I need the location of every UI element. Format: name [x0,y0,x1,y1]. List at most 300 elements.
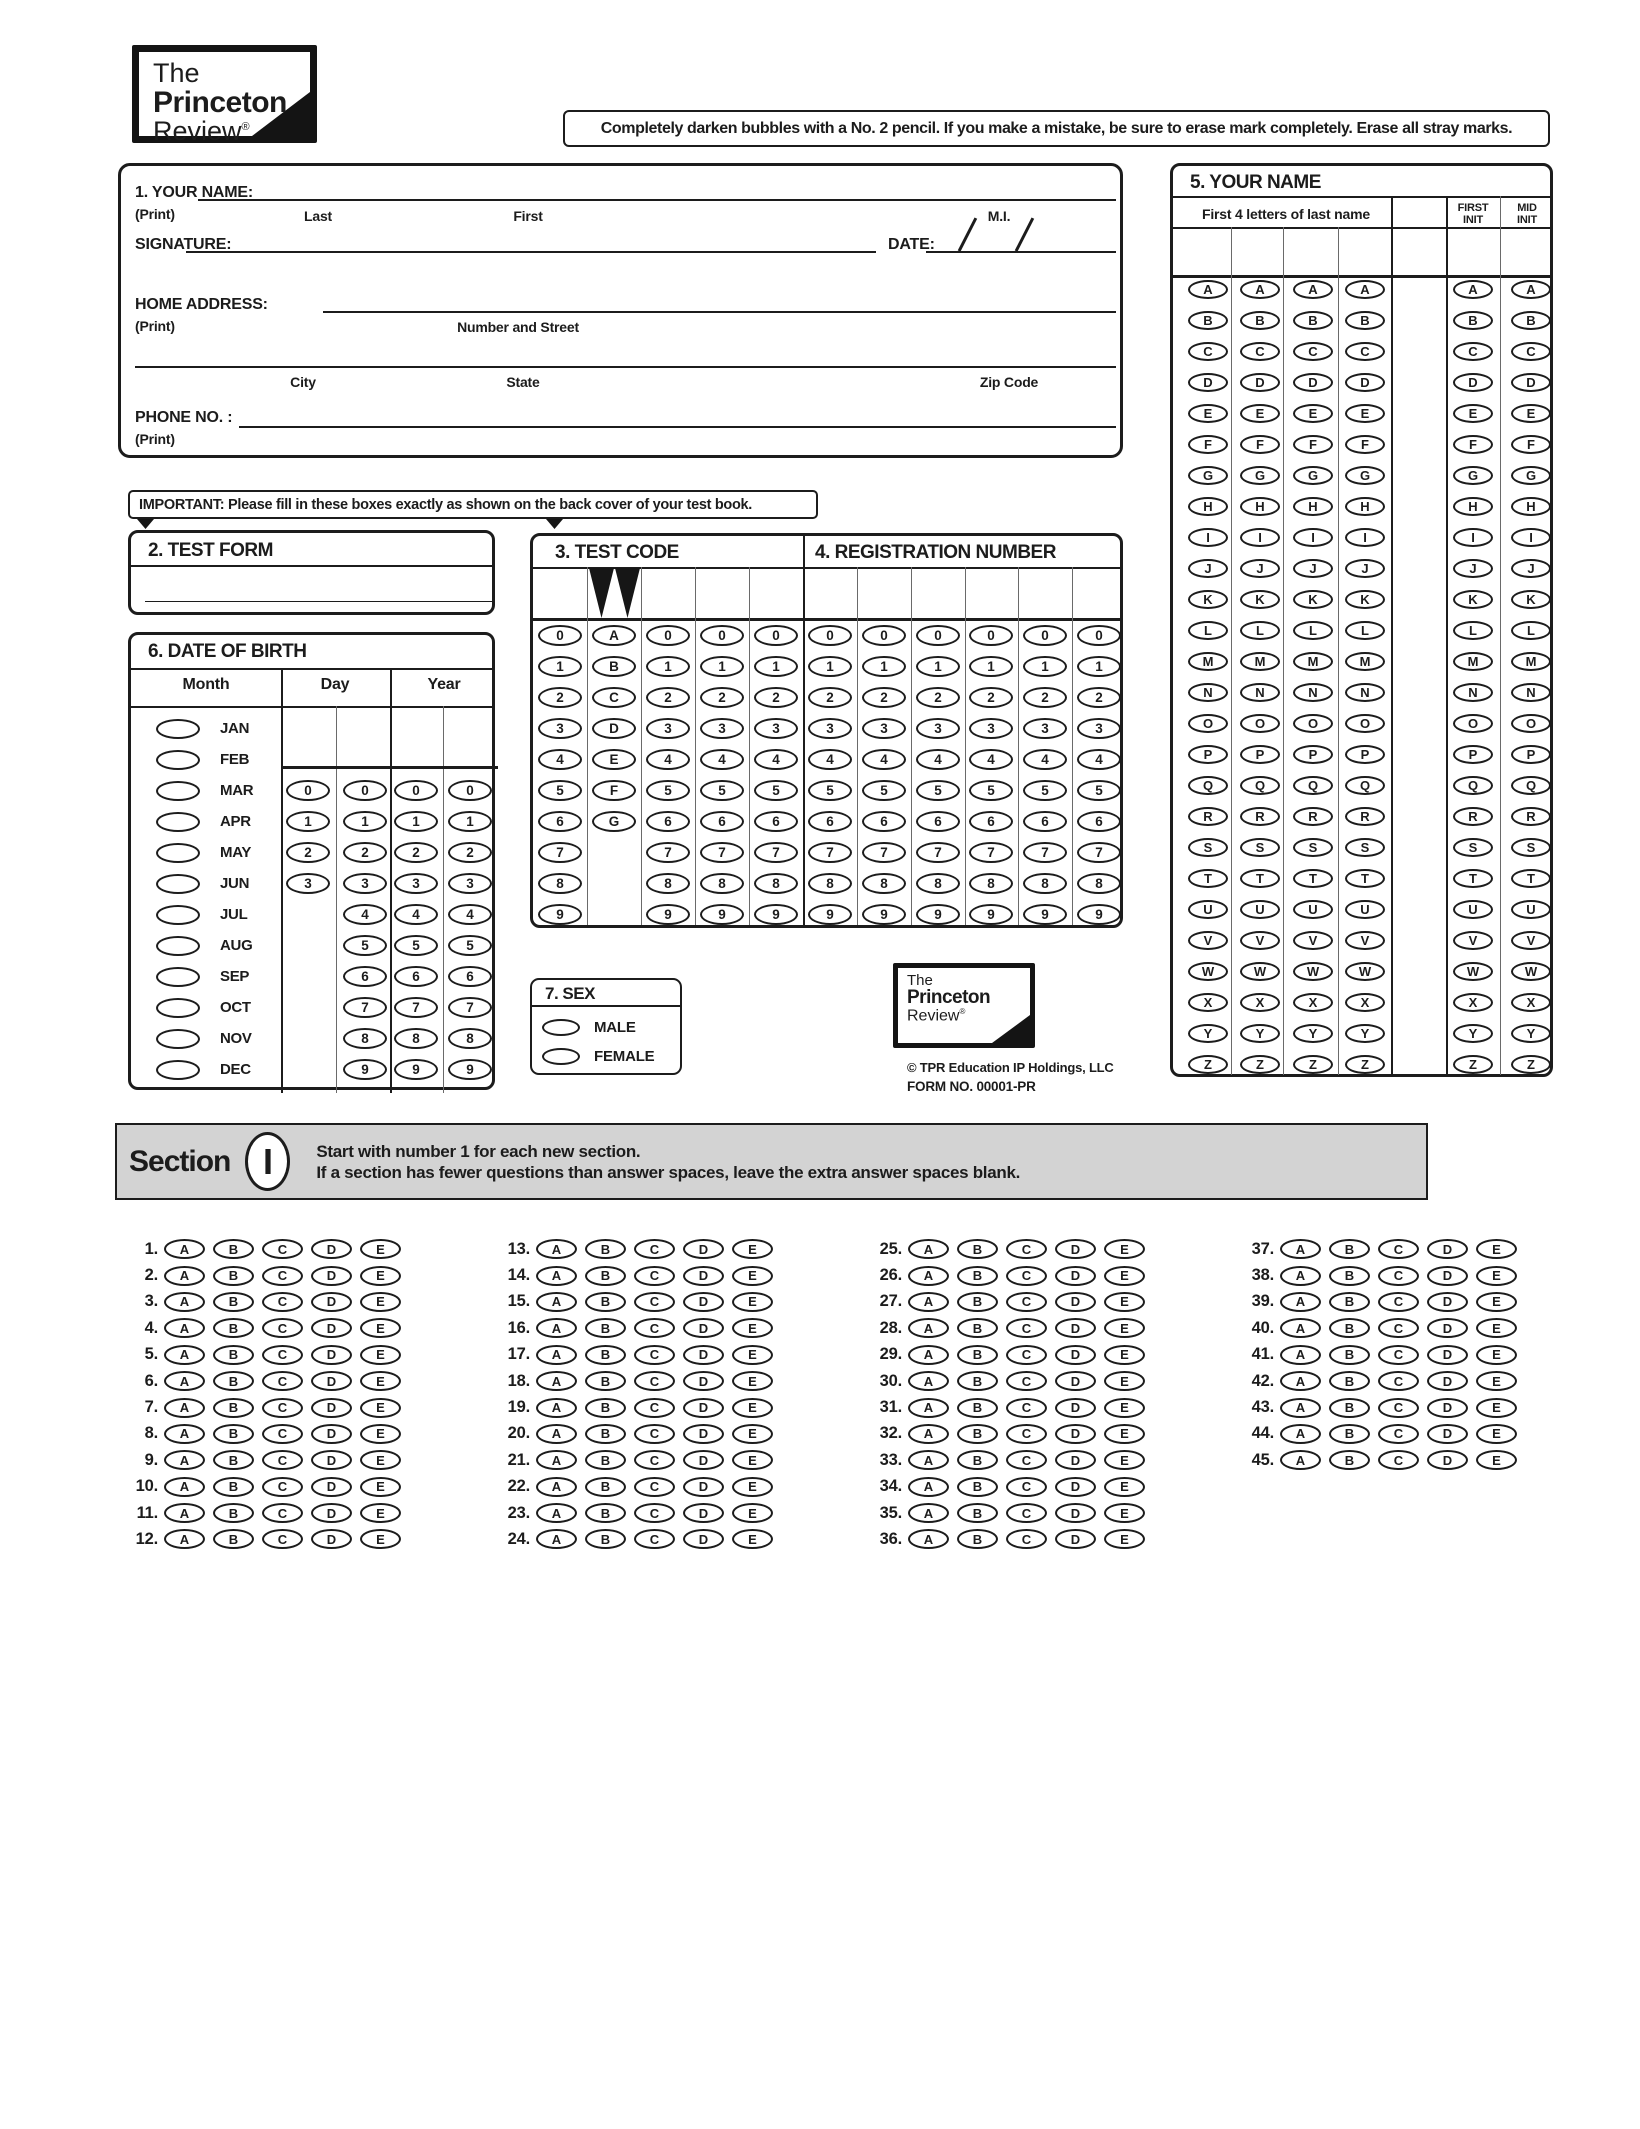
bubble-1[interactable]: 1 [448,811,492,832]
answer-bubble-q17-C[interactable]: C [634,1345,675,1365]
answer-bubble-q11-C[interactable]: C [262,1503,303,1523]
month-bubble-sep[interactable] [156,967,200,987]
bubble-Y[interactable]: Y [1188,1024,1228,1043]
answer-bubble-q21-D[interactable]: D [683,1450,724,1470]
bubble-7[interactable]: 7 [394,997,438,1018]
bubble-B[interactable]: B [1345,311,1385,330]
bubble-E[interactable]: E [1188,404,1228,423]
answer-bubble-q1-D[interactable]: D [311,1239,352,1259]
bubble-V[interactable]: V [1345,931,1385,950]
answer-bubble-q42-B[interactable]: B [1329,1371,1370,1391]
answer-bubble-q42-E[interactable]: E [1476,1371,1517,1391]
bubble-6[interactable]: 6 [862,811,906,832]
bubble-H[interactable]: H [1188,497,1228,516]
bubble-0[interactable]: 0 [1023,625,1067,646]
answer-bubble-q24-E[interactable]: E [732,1529,773,1549]
answer-bubble-q26-C[interactable]: C [1006,1266,1047,1286]
answer-bubble-q20-D[interactable]: D [683,1424,724,1444]
answer-bubble-q25-C[interactable]: C [1006,1239,1047,1259]
month-bubble-mar[interactable] [156,781,200,801]
bubble-P[interactable]: P [1188,745,1228,764]
answer-bubble-q18-B[interactable]: B [585,1371,626,1391]
bubble-2[interactable]: 2 [754,687,798,708]
answer-bubble-q4-C[interactable]: C [262,1318,303,1338]
bubble-H[interactable]: H [1293,497,1333,516]
answer-bubble-q14-C[interactable]: C [634,1266,675,1286]
answer-bubble-q22-A[interactable]: A [536,1477,577,1497]
bubble-R[interactable]: R [1453,807,1493,826]
bubble-T[interactable]: T [1453,869,1493,888]
bubble-E[interactable]: E [1511,404,1551,423]
bubble-Q[interactable]: Q [1188,776,1228,795]
bubble-3[interactable]: 3 [700,718,744,739]
bubble-4[interactable]: 4 [969,749,1013,770]
bubble-Z[interactable]: Z [1293,1055,1333,1074]
answer-bubble-q11-D[interactable]: D [311,1503,352,1523]
bubble-9[interactable]: 9 [646,904,690,925]
answer-bubble-q28-A[interactable]: A [908,1318,949,1338]
bubble-N[interactable]: N [1240,683,1280,702]
bubble-V[interactable]: V [1188,931,1228,950]
answer-bubble-q23-D[interactable]: D [683,1503,724,1523]
bubble-5[interactable]: 5 [700,780,744,801]
bubble-W[interactable]: W [1345,962,1385,981]
bubble-C[interactable]: C [1240,342,1280,361]
answer-bubble-q41-D[interactable]: D [1427,1345,1468,1365]
bubble-L[interactable]: L [1345,621,1385,640]
bubble-9[interactable]: 9 [700,904,744,925]
answer-bubble-q32-E[interactable]: E [1104,1424,1145,1444]
write-in-cell[interactable] [803,567,1126,618]
bubble-6[interactable]: 6 [808,811,852,832]
bubble-S[interactable]: S [1240,838,1280,857]
bubble-D[interactable]: D [1293,373,1333,392]
answer-bubble-q15-A[interactable]: A [536,1292,577,1312]
bubble-1[interactable]: 1 [916,656,960,677]
bubble-2[interactable]: 2 [646,687,690,708]
answer-bubble-q19-C[interactable]: C [634,1398,675,1418]
answer-bubble-q32-A[interactable]: A [908,1424,949,1444]
bubble-E[interactable]: E [1240,404,1280,423]
bubble-Z[interactable]: Z [1511,1055,1551,1074]
answer-bubble-q37-C[interactable]: C [1378,1239,1419,1259]
month-bubble-jul[interactable] [156,905,200,925]
bubble-U[interactable]: U [1345,900,1385,919]
bubble-0[interactable]: 0 [1077,625,1121,646]
bubble-3[interactable]: 3 [862,718,906,739]
answer-bubble-q9-E[interactable]: E [360,1450,401,1470]
bubble-2[interactable]: 2 [700,687,744,708]
bubble-9[interactable]: 9 [1077,904,1121,925]
bubble-A[interactable]: A [1453,280,1493,299]
answer-bubble-q4-A[interactable]: A [164,1318,205,1338]
answer-bubble-q32-C[interactable]: C [1006,1424,1047,1444]
answer-bubble-q27-A[interactable]: A [908,1292,949,1312]
bubble-0[interactable]: 0 [538,625,582,646]
answer-bubble-q13-E[interactable]: E [732,1239,773,1259]
answer-bubble-q25-B[interactable]: B [957,1239,998,1259]
answer-bubble-q35-B[interactable]: B [957,1503,998,1523]
answer-bubble-q27-B[interactable]: B [957,1292,998,1312]
bubble-J[interactable]: J [1293,559,1333,578]
bubble-C[interactable]: C [592,687,636,708]
answer-bubble-q26-B[interactable]: B [957,1266,998,1286]
bubble-6[interactable]: 6 [1077,811,1121,832]
bubble-9[interactable]: 9 [448,1059,492,1080]
answer-bubble-q34-B[interactable]: B [957,1477,998,1497]
bubble-5[interactable]: 5 [448,935,492,956]
answer-bubble-q6-A[interactable]: A [164,1371,205,1391]
answer-bubble-q28-B[interactable]: B [957,1318,998,1338]
bubble-Y[interactable]: Y [1511,1024,1551,1043]
bubble-L[interactable]: L [1511,621,1551,640]
bubble-F[interactable]: F [1453,435,1493,454]
bubble-4[interactable]: 4 [700,749,744,770]
bubble-K[interactable]: K [1511,590,1551,609]
bubble-J[interactable]: J [1345,559,1385,578]
write-in-cell[interactable] [1173,227,1231,275]
answer-bubble-q10-D[interactable]: D [311,1477,352,1497]
bubble-I[interactable]: I [1453,528,1493,547]
answer-bubble-q22-D[interactable]: D [683,1477,724,1497]
bubble-U[interactable]: U [1293,900,1333,919]
bubble-Q[interactable]: Q [1345,776,1385,795]
bubble-O[interactable]: O [1293,714,1333,733]
answer-bubble-q7-E[interactable]: E [360,1398,401,1418]
bubble-9[interactable]: 9 [1023,904,1067,925]
bubble-G[interactable]: G [1511,466,1551,485]
bubble-5[interactable]: 5 [394,935,438,956]
bubble-5[interactable]: 5 [646,780,690,801]
answer-bubble-q8-D[interactable]: D [311,1424,352,1444]
bubble-U[interactable]: U [1188,900,1228,919]
bubble-C[interactable]: C [1511,342,1551,361]
bubble-K[interactable]: K [1453,590,1493,609]
bubble-2[interactable]: 2 [538,687,582,708]
answer-bubble-q40-E[interactable]: E [1476,1318,1517,1338]
bubble-1[interactable]: 1 [1077,656,1121,677]
bubble-X[interactable]: X [1345,993,1385,1012]
bubble-8[interactable]: 8 [754,873,798,894]
answer-bubble-q44-B[interactable]: B [1329,1424,1370,1444]
bubble-7[interactable]: 7 [448,997,492,1018]
answer-bubble-q3-E[interactable]: E [360,1292,401,1312]
bubble-A[interactable]: A [1511,280,1551,299]
bubble-X[interactable]: X [1240,993,1280,1012]
male-bubble[interactable] [542,1019,580,1036]
month-bubble-aug[interactable] [156,936,200,956]
answer-bubble-q29-D[interactable]: D [1055,1345,1096,1365]
answer-bubble-q42-C[interactable]: C [1378,1371,1419,1391]
bubble-P[interactable]: P [1240,745,1280,764]
bubble-C[interactable]: C [1293,342,1333,361]
answer-bubble-q45-D[interactable]: D [1427,1450,1468,1470]
answer-bubble-q37-D[interactable]: D [1427,1239,1468,1259]
bubble-3[interactable]: 3 [286,873,330,894]
bubble-9[interactable]: 9 [862,904,906,925]
answer-bubble-q36-D[interactable]: D [1055,1529,1096,1549]
bubble-4[interactable]: 4 [448,904,492,925]
answer-bubble-q15-E[interactable]: E [732,1292,773,1312]
answer-bubble-q30-B[interactable]: B [957,1371,998,1391]
bubble-K[interactable]: K [1240,590,1280,609]
bubble-G[interactable]: G [1240,466,1280,485]
bubble-3[interactable]: 3 [969,718,1013,739]
answer-bubble-q30-A[interactable]: A [908,1371,949,1391]
answer-bubble-q3-A[interactable]: A [164,1292,205,1312]
bubble-Z[interactable]: Z [1453,1055,1493,1074]
answer-bubble-q15-B[interactable]: B [585,1292,626,1312]
answer-bubble-q17-D[interactable]: D [683,1345,724,1365]
answer-bubble-q45-A[interactable]: A [1280,1450,1321,1470]
answer-bubble-q39-E[interactable]: E [1476,1292,1517,1312]
bubble-7[interactable]: 7 [700,842,744,863]
answer-bubble-q24-C[interactable]: C [634,1529,675,1549]
bubble-3[interactable]: 3 [448,873,492,894]
bubble-9[interactable]: 9 [343,1059,387,1080]
answer-bubble-q6-E[interactable]: E [360,1371,401,1391]
answer-bubble-q35-A[interactable]: A [908,1503,949,1523]
bubble-M[interactable]: M [1293,652,1333,671]
bubble-N[interactable]: N [1293,683,1333,702]
answer-bubble-q29-B[interactable]: B [957,1345,998,1365]
bubble-X[interactable]: X [1511,993,1551,1012]
bubble-D[interactable]: D [592,718,636,739]
bubble-7[interactable]: 7 [646,842,690,863]
answer-bubble-q37-A[interactable]: A [1280,1239,1321,1259]
address-write-line[interactable] [323,311,1116,313]
write-in-cell[interactable] [1283,227,1338,275]
answer-bubble-q29-C[interactable]: C [1006,1345,1047,1365]
bubble-I[interactable]: I [1511,528,1551,547]
answer-bubble-q14-B[interactable]: B [585,1266,626,1286]
test-form-write-line[interactable] [145,601,493,602]
bubble-R[interactable]: R [1188,807,1228,826]
answer-bubble-q26-E[interactable]: E [1104,1266,1145,1286]
answer-bubble-q36-A[interactable]: A [908,1529,949,1549]
answer-bubble-q41-B[interactable]: B [1329,1345,1370,1365]
answer-bubble-q8-E[interactable]: E [360,1424,401,1444]
answer-bubble-q20-E[interactable]: E [732,1424,773,1444]
bubble-7[interactable]: 7 [754,842,798,863]
answer-bubble-q39-A[interactable]: A [1280,1292,1321,1312]
bubble-L[interactable]: L [1188,621,1228,640]
answer-bubble-q18-D[interactable]: D [683,1371,724,1391]
bubble-8[interactable]: 8 [1077,873,1121,894]
bubble-2[interactable]: 2 [1077,687,1121,708]
write-in-cell[interactable] [1500,227,1556,275]
bubble-2[interactable]: 2 [448,842,492,863]
bubble-4[interactable]: 4 [343,904,387,925]
bubble-1[interactable]: 1 [538,656,582,677]
bubble-5[interactable]: 5 [916,780,960,801]
answer-bubble-q7-A[interactable]: A [164,1398,205,1418]
bubble-K[interactable]: K [1345,590,1385,609]
answer-bubble-q45-E[interactable]: E [1476,1450,1517,1470]
answer-bubble-q21-C[interactable]: C [634,1450,675,1470]
answer-bubble-q2-D[interactable]: D [311,1266,352,1286]
bubble-1[interactable]: 1 [343,811,387,832]
answer-bubble-q38-C[interactable]: C [1378,1266,1419,1286]
bubble-V[interactable]: V [1240,931,1280,950]
bubble-M[interactable]: M [1345,652,1385,671]
bubble-T[interactable]: T [1511,869,1551,888]
bubble-D[interactable]: D [1188,373,1228,392]
bubble-7[interactable]: 7 [969,842,1013,863]
answer-bubble-q34-C[interactable]: C [1006,1477,1047,1497]
answer-bubble-q9-D[interactable]: D [311,1450,352,1470]
bubble-7[interactable]: 7 [538,842,582,863]
answer-bubble-q39-C[interactable]: C [1378,1292,1419,1312]
bubble-U[interactable]: U [1511,900,1551,919]
bubble-L[interactable]: L [1293,621,1333,640]
answer-bubble-q40-D[interactable]: D [1427,1318,1468,1338]
bubble-4[interactable]: 4 [646,749,690,770]
bubble-N[interactable]: N [1345,683,1385,702]
bubble-Q[interactable]: Q [1453,776,1493,795]
bubble-3[interactable]: 3 [646,718,690,739]
answer-bubble-q6-B[interactable]: B [213,1371,254,1391]
answer-bubble-q2-E[interactable]: E [360,1266,401,1286]
answer-bubble-q44-E[interactable]: E [1476,1424,1517,1444]
bubble-C[interactable]: C [1188,342,1228,361]
bubble-3[interactable]: 3 [1077,718,1121,739]
bubble-G[interactable]: G [1188,466,1228,485]
bubble-3[interactable]: 3 [394,873,438,894]
answer-bubble-q41-A[interactable]: A [1280,1345,1321,1365]
bubble-1[interactable]: 1 [700,656,744,677]
bubble-8[interactable]: 8 [448,1028,492,1049]
answer-bubble-q40-C[interactable]: C [1378,1318,1419,1338]
answer-bubble-q23-B[interactable]: B [585,1503,626,1523]
month-bubble-jun[interactable] [156,874,200,894]
month-bubble-nov[interactable] [156,1029,200,1049]
bubble-G[interactable]: G [1293,466,1333,485]
answer-bubble-q7-C[interactable]: C [262,1398,303,1418]
answer-bubble-q13-C[interactable]: C [634,1239,675,1259]
answer-bubble-q19-B[interactable]: B [585,1398,626,1418]
answer-bubble-q23-A[interactable]: A [536,1503,577,1523]
answer-bubble-q36-E[interactable]: E [1104,1529,1145,1549]
answer-bubble-q34-A[interactable]: A [908,1477,949,1497]
bubble-B[interactable]: B [1240,311,1280,330]
answer-bubble-q30-D[interactable]: D [1055,1371,1096,1391]
bubble-W[interactable]: W [1453,962,1493,981]
answer-bubble-q36-B[interactable]: B [957,1529,998,1549]
answer-bubble-q35-E[interactable]: E [1104,1503,1145,1523]
bubble-1[interactable]: 1 [754,656,798,677]
bubble-8[interactable]: 8 [969,873,1013,894]
bubble-E[interactable]: E [1345,404,1385,423]
answer-bubble-q17-B[interactable]: B [585,1345,626,1365]
answer-bubble-q9-B[interactable]: B [213,1450,254,1470]
answer-bubble-q19-E[interactable]: E [732,1398,773,1418]
answer-bubble-q23-E[interactable]: E [732,1503,773,1523]
answer-bubble-q25-E[interactable]: E [1104,1239,1145,1259]
answer-bubble-q25-D[interactable]: D [1055,1239,1096,1259]
answer-bubble-q5-D[interactable]: D [311,1345,352,1365]
answer-bubble-q3-D[interactable]: D [311,1292,352,1312]
answer-bubble-q31-E[interactable]: E [1104,1398,1145,1418]
answer-bubble-q20-C[interactable]: C [634,1424,675,1444]
answer-bubble-q27-D[interactable]: D [1055,1292,1096,1312]
bubble-2[interactable]: 2 [343,842,387,863]
bubble-2[interactable]: 2 [394,842,438,863]
bubble-G[interactable]: G [1345,466,1385,485]
bubble-B[interactable]: B [1453,311,1493,330]
bubble-8[interactable]: 8 [916,873,960,894]
answer-bubble-q37-B[interactable]: B [1329,1239,1370,1259]
bubble-2[interactable]: 2 [1023,687,1067,708]
answer-bubble-q33-E[interactable]: E [1104,1450,1145,1470]
answer-bubble-q43-E[interactable]: E [1476,1398,1517,1418]
bubble-9[interactable]: 9 [808,904,852,925]
bubble-S[interactable]: S [1511,838,1551,857]
bubble-Q[interactable]: Q [1240,776,1280,795]
bubble-0[interactable]: 0 [916,625,960,646]
answer-bubble-q20-A[interactable]: A [536,1424,577,1444]
bubble-7[interactable]: 7 [862,842,906,863]
bubble-Z[interactable]: Z [1240,1055,1280,1074]
bubble-6[interactable]: 6 [448,966,492,987]
answer-bubble-q34-E[interactable]: E [1104,1477,1145,1497]
answer-bubble-q16-C[interactable]: C [634,1318,675,1338]
answer-bubble-q13-A[interactable]: A [536,1239,577,1259]
bubble-1[interactable]: 1 [862,656,906,677]
bubble-W[interactable]: W [1511,962,1551,981]
answer-bubble-q16-D[interactable]: D [683,1318,724,1338]
write-in-cell[interactable] [695,567,749,618]
bubble-D[interactable]: D [1453,373,1493,392]
bubble-S[interactable]: S [1345,838,1385,857]
answer-bubble-q43-D[interactable]: D [1427,1398,1468,1418]
bubble-6[interactable]: 6 [754,811,798,832]
bubble-6[interactable]: 6 [700,811,744,832]
bubble-R[interactable]: R [1345,807,1385,826]
answer-bubble-q12-C[interactable]: C [262,1529,303,1549]
bubble-M[interactable]: M [1240,652,1280,671]
answer-bubble-q33-A[interactable]: A [908,1450,949,1470]
bubble-X[interactable]: X [1293,993,1333,1012]
bubble-1[interactable]: 1 [646,656,690,677]
answer-bubble-q41-C[interactable]: C [1378,1345,1419,1365]
answer-bubble-q21-B[interactable]: B [585,1450,626,1470]
bubble-H[interactable]: H [1511,497,1551,516]
answer-bubble-q22-C[interactable]: C [634,1477,675,1497]
bubble-W[interactable]: W [1293,962,1333,981]
bubble-0[interactable]: 0 [343,780,387,801]
answer-bubble-q12-B[interactable]: B [213,1529,254,1549]
answer-bubble-q24-D[interactable]: D [683,1529,724,1549]
bubble-2[interactable]: 2 [808,687,852,708]
bubble-L[interactable]: L [1240,621,1280,640]
bubble-F[interactable]: F [1293,435,1333,454]
bubble-7[interactable]: 7 [1077,842,1121,863]
bubble-0[interactable]: 0 [448,780,492,801]
bubble-0[interactable]: 0 [862,625,906,646]
phone-write-line[interactable] [239,426,1116,428]
bubble-N[interactable]: N [1188,683,1228,702]
bubble-3[interactable]: 3 [754,718,798,739]
bubble-K[interactable]: K [1188,590,1228,609]
write-in-cell[interactable] [1231,227,1283,275]
answer-bubble-q22-B[interactable]: B [585,1477,626,1497]
bubble-4[interactable]: 4 [1023,749,1067,770]
bubble-O[interactable]: O [1511,714,1551,733]
answer-bubble-q3-C[interactable]: C [262,1292,303,1312]
answer-bubble-q28-D[interactable]: D [1055,1318,1096,1338]
bubble-4[interactable]: 4 [538,749,582,770]
